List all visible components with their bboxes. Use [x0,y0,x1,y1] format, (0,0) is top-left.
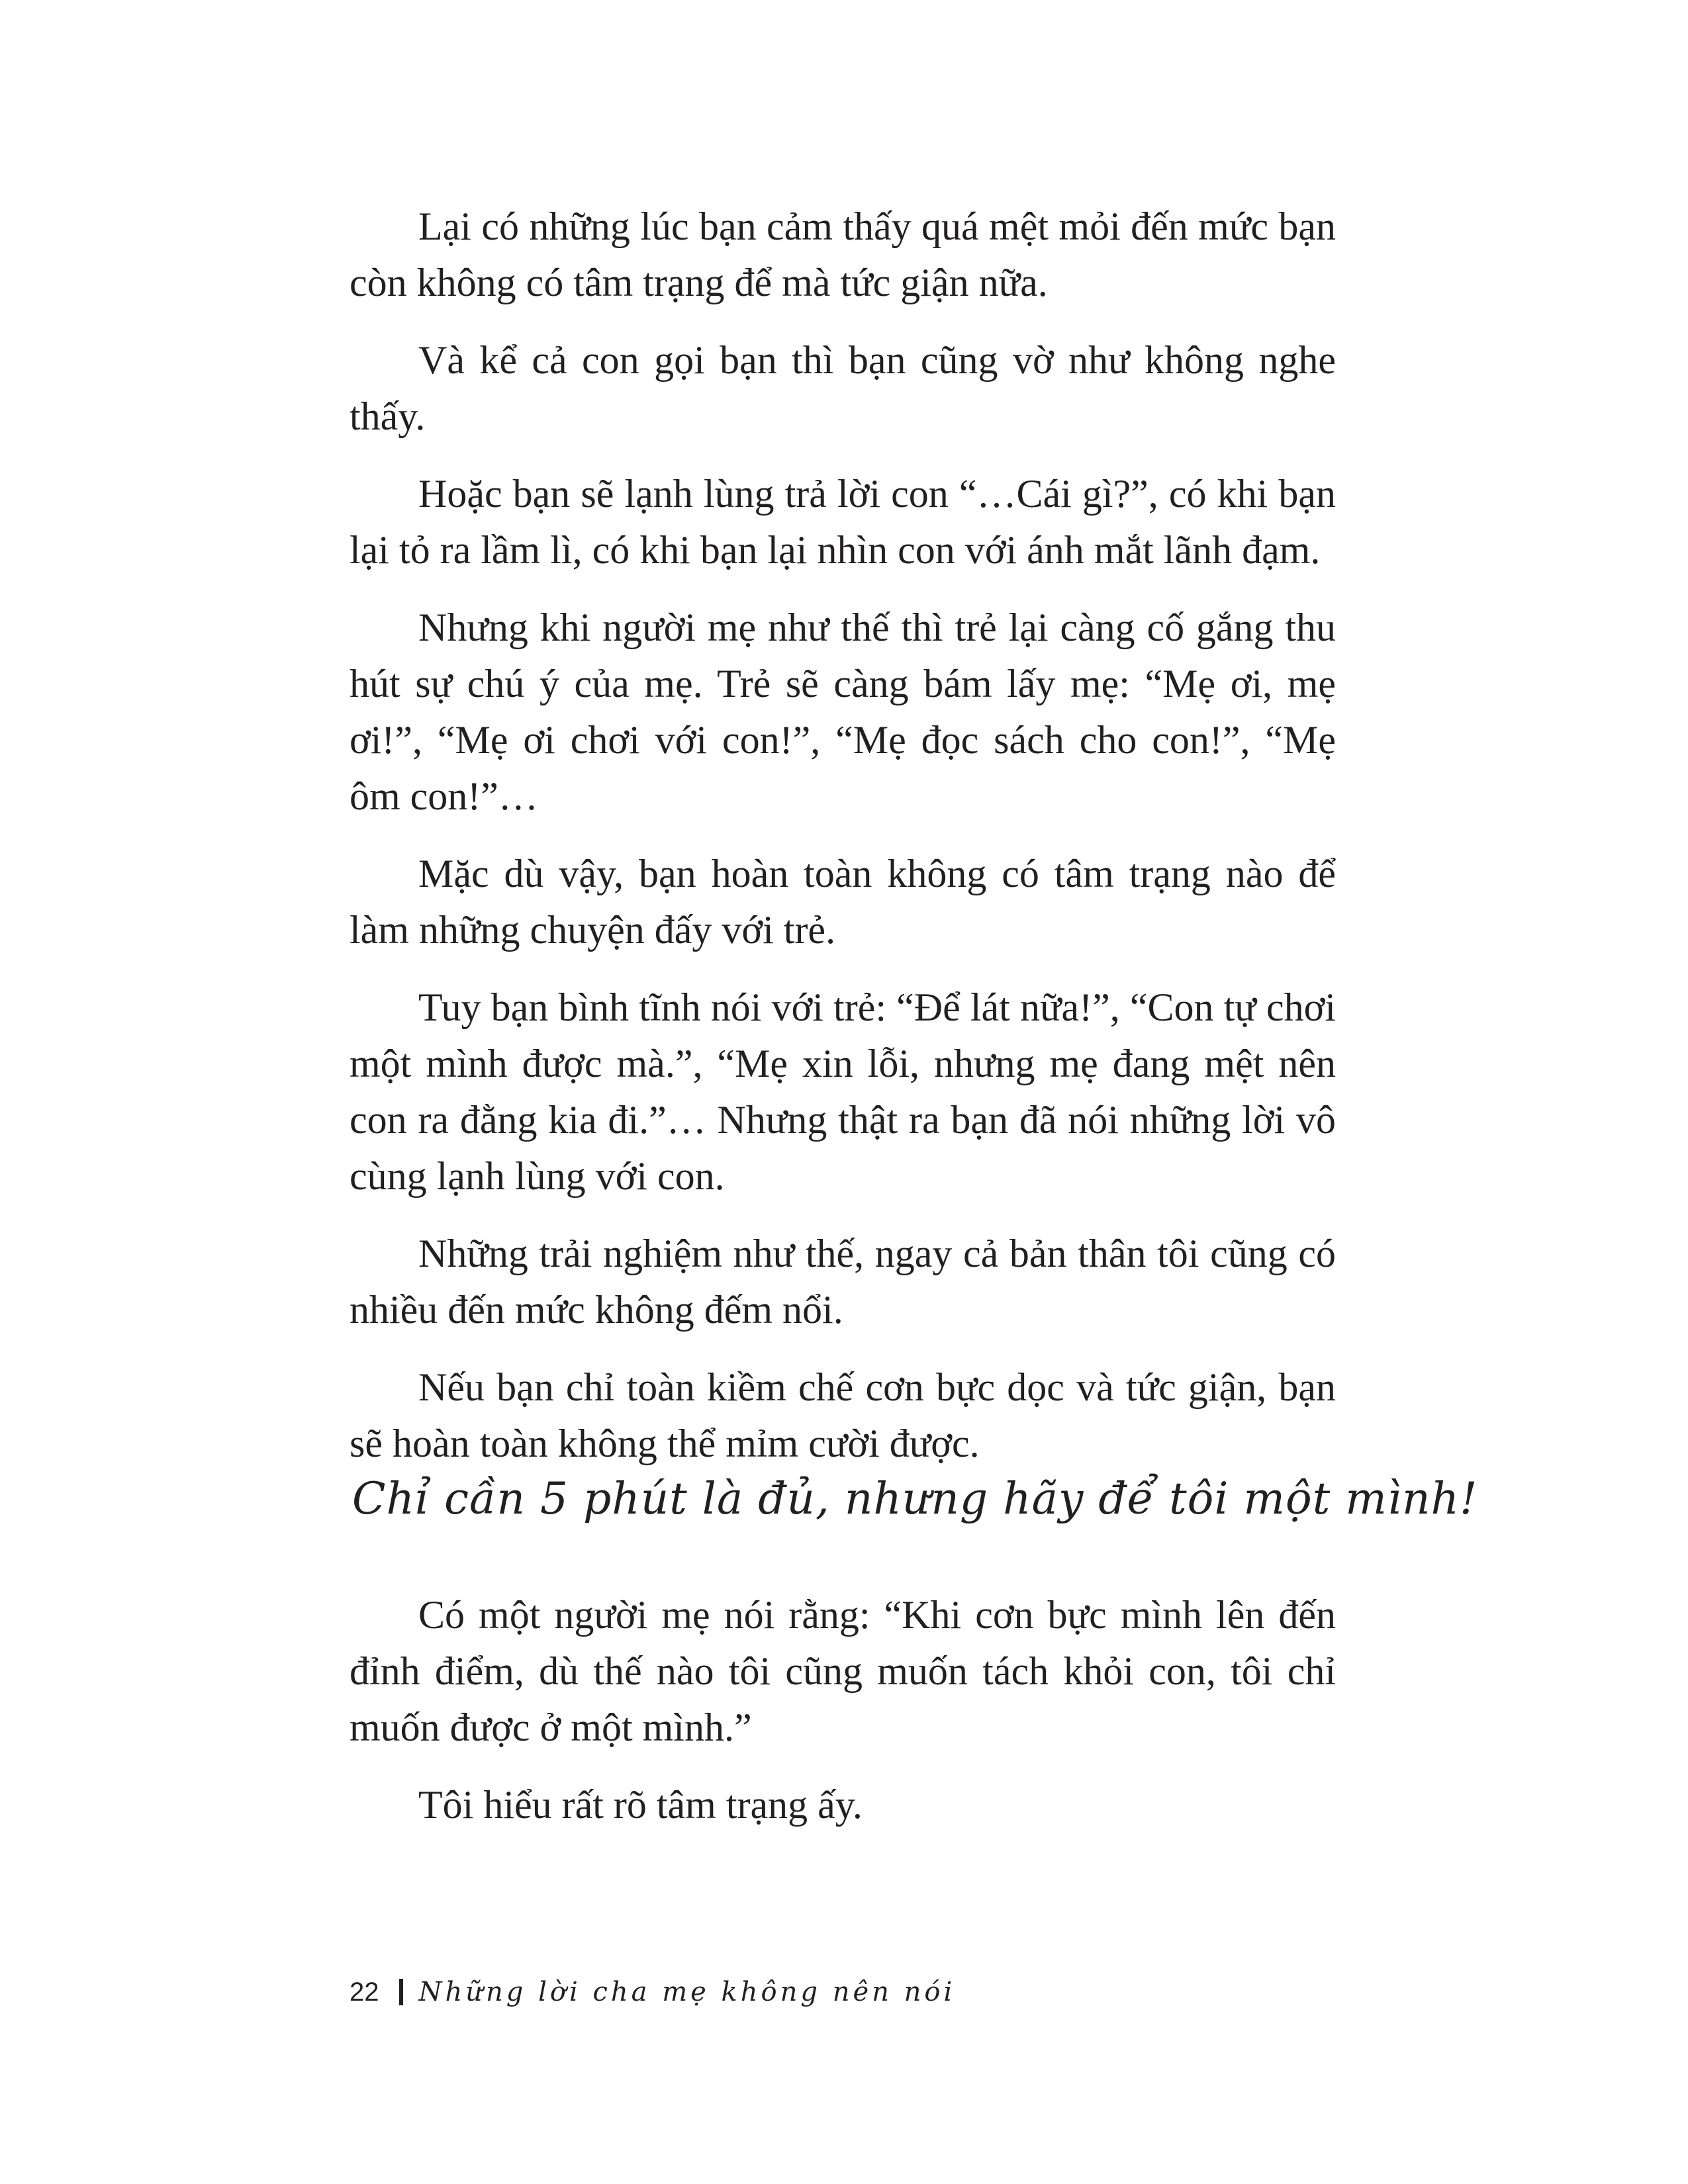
footer-divider [399,1979,403,2005]
paragraph: Nhưng khi người mẹ như thế thì trẻ lại càng cố gắng thu hút sự chú ý của mẹ. Trẻ sẽ càng bám lấy mẹ: “Mẹ ơi, mẹ ơi!”, “Mẹ ơi chơi với con!”, “Mẹ đọc sách cho con!”, “Mẹ ôm con!”… [350,606,1336,818]
paragraph: Hoặc bạn sẽ lạnh lùng trả lời con “…Cái gì?”, có khi bạn lại tỏ ra lầm lì, có khi bạn lại nhìn con với ánh mắt lãnh đạm. [350,472,1336,572]
paragraph: Những trải nghiệm như thế, ngay cả bản thân tôi cũng có nhiều đến mức không đếm nổi. [350,1232,1336,1332]
page-footer [350,1969,955,2015]
paragraph: Và kể cả con gọi bạn thì bạn cũng vờ như không nghe thấy. [350,338,1336,438]
paragraph: Tôi hiểu rất rõ tâm trạng ấy. [418,1783,863,1827]
body-text-section-2 [350,1587,1336,1854]
paragraph: Tuy bạn bình tĩnh nói với trẻ: “Để lát nữa!”, “Con tự chơi một mình được mà.”, “Mẹ xin lỗi, nhưng mẹ đang mệt nên con ra đằng kia đi.”… Nhưng thật ra bạn đã nói những lời vô cùng lạnh lùng với con. [350,985,1336,1198]
paragraph: Lại có những lúc bạn cảm thấy quá mệt mỏi đến mức bạn còn không có tâm trạng để mà tức giận nữa. [350,205,1336,304]
paragraph: Nếu bạn chỉ toàn kiềm chế cơn bực dọc và tức giận, bạn sẽ hoàn toàn không thể mỉm cười được. [350,1365,1336,1465]
running-title: Những lời cha mẹ không nên nói [418,1977,956,2007]
body-text-section-1 [350,199,1336,1493]
paragraph: Mặc dù vậy, bạn hoàn toàn không có tâm trạng nào để làm những chuyện đấy với trẻ. [350,852,1336,952]
paragraph: Có một người mẹ nói rằng: “Khi cơn bực mình lên đến đỉnh điểm, dù thế nào tôi cũng muốn tách khỏi con, tôi chỉ muốn được ở một mình.” [350,1593,1336,1749]
section-heading: Chỉ cần 5 phút là đủ, nhưng hãy để tôi một mình! [352,1473,1478,1524]
page-number: 22 [350,1977,379,2007]
